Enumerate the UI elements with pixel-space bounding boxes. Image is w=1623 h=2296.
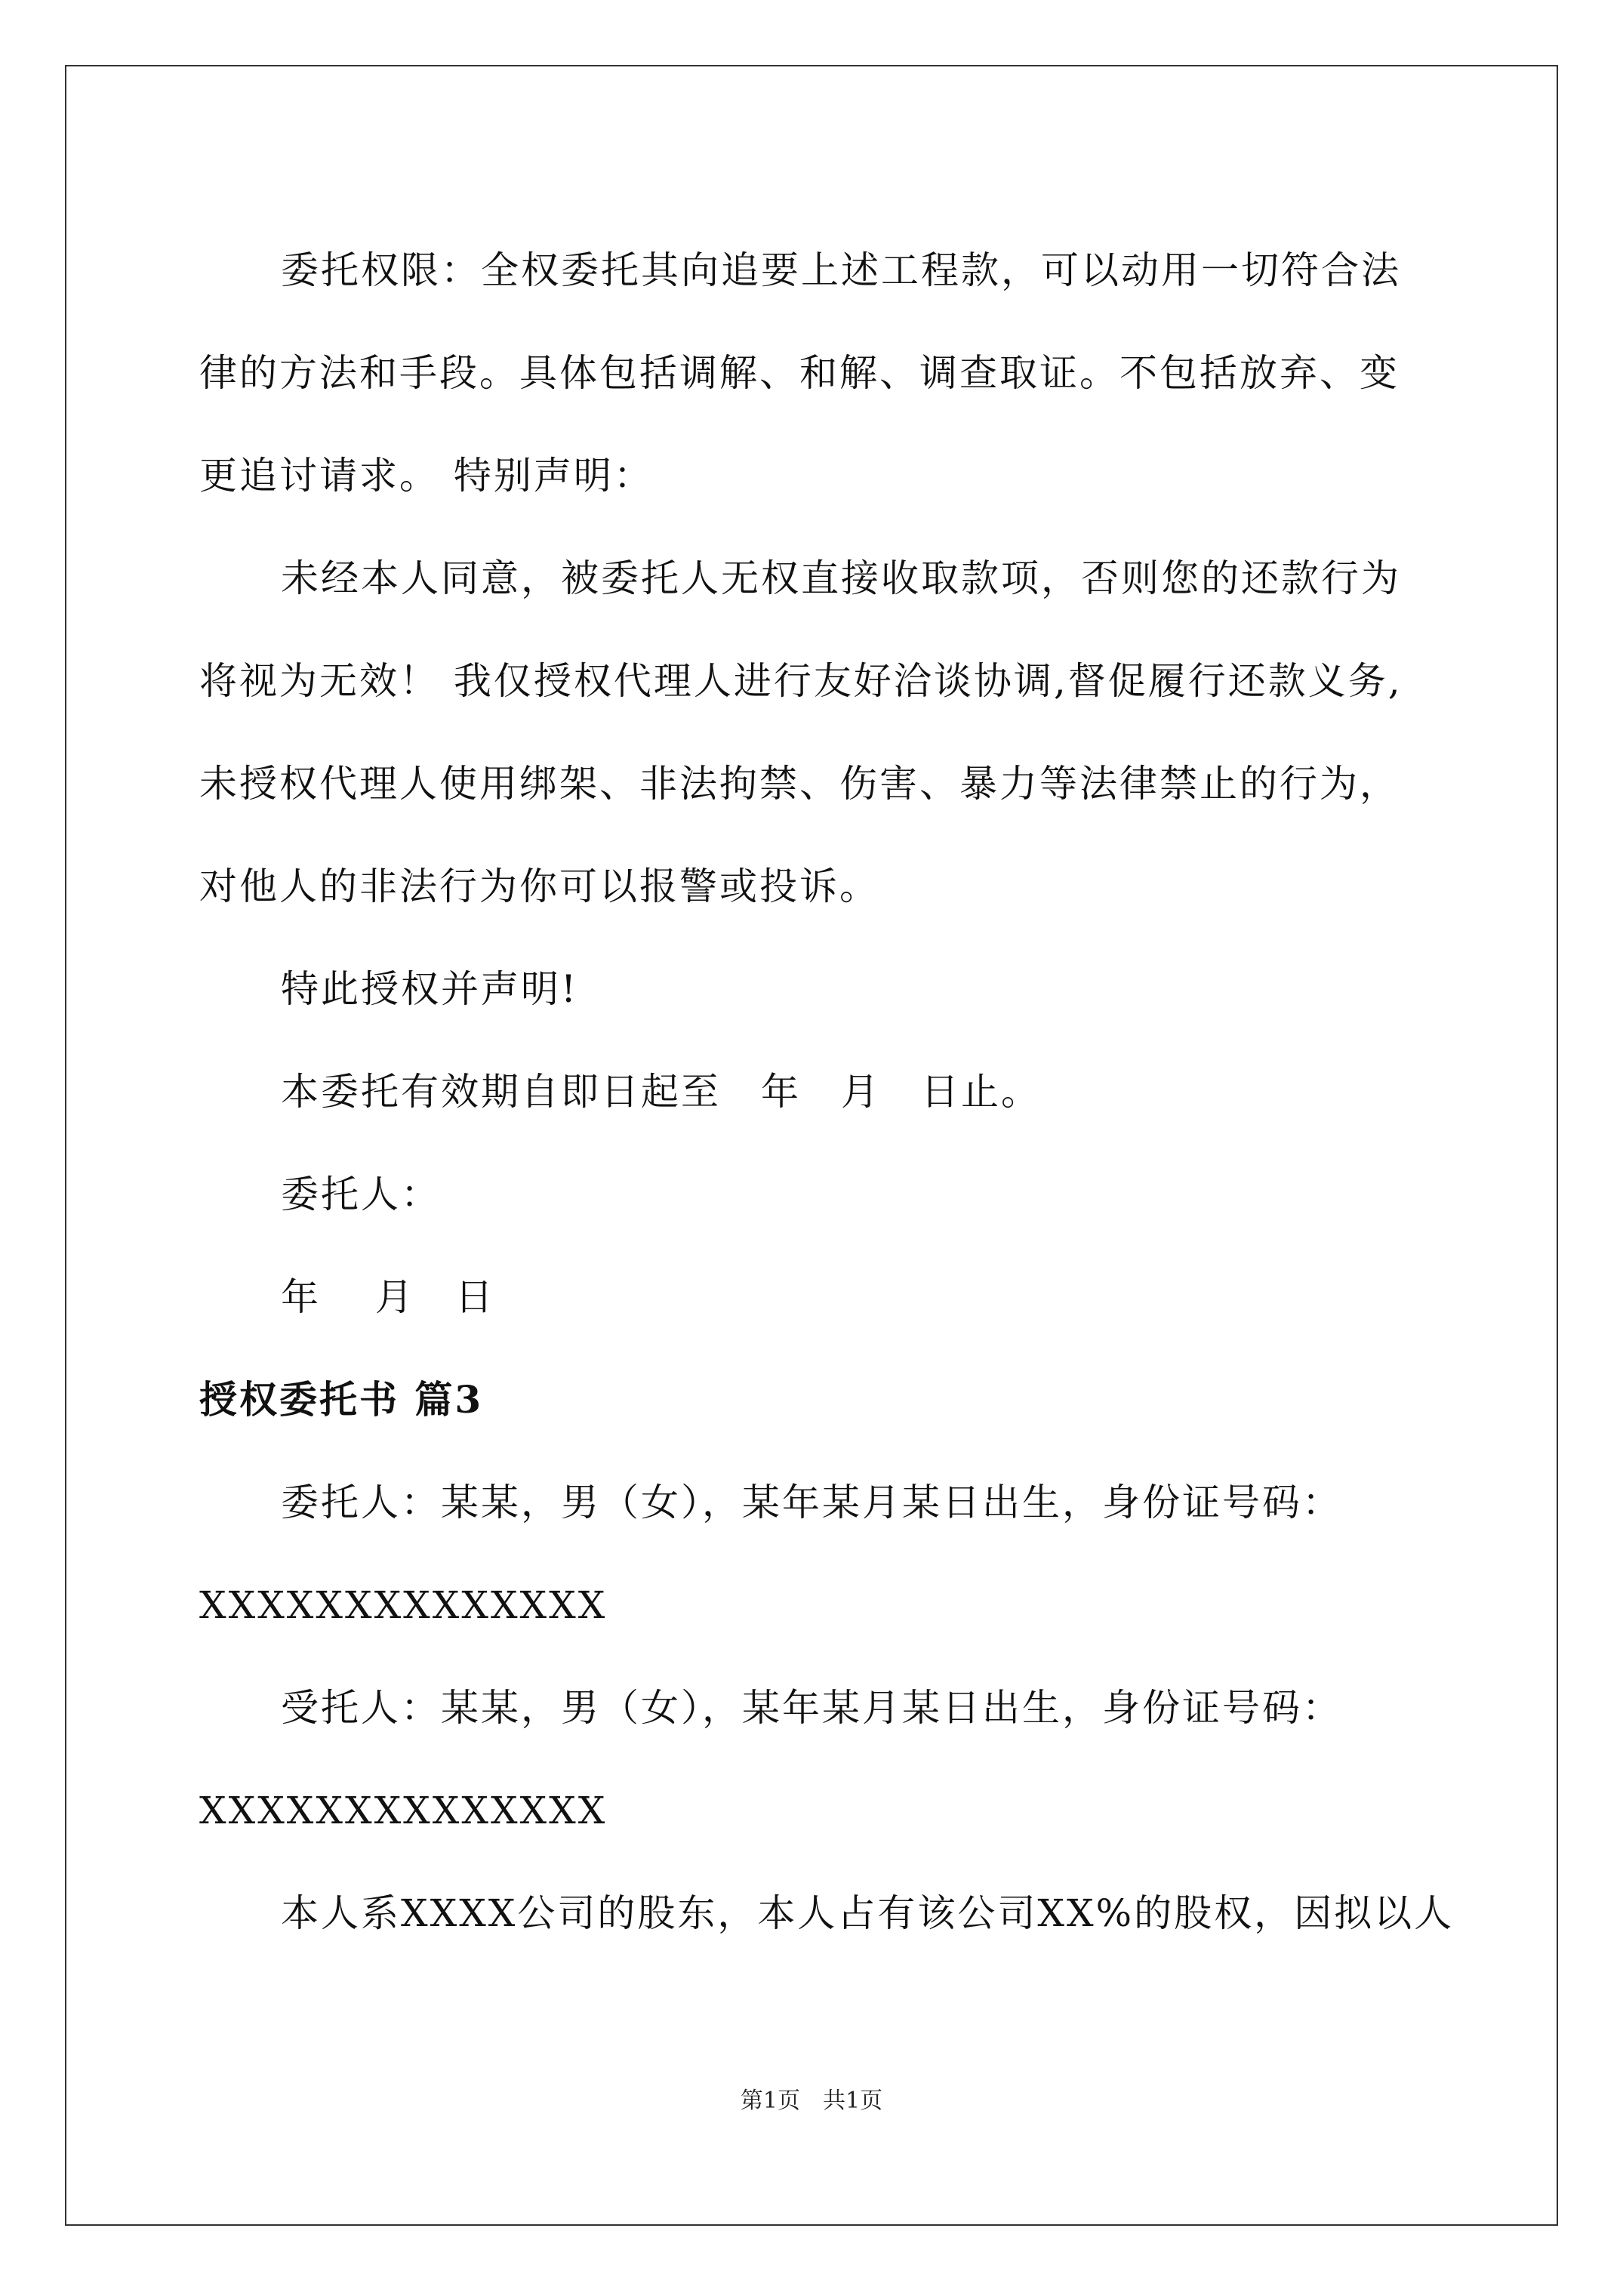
document-body [199,219,1455,1965]
principal-id-number: XXXXXXXXXXXXXX [199,1583,608,1627]
paragraph-line: 更追讨请求。 特别声明： [199,454,654,498]
paragraph-line: 律的方法和手段。具体包括调解、和解、调查取证。不包括放弃、变 [199,351,1400,395]
paragraph-line: 本人系XXXX公司的股东，本人占有该公司XX%的股权，因拟以人 [281,1891,1455,1935]
principal-line: 委托人：某某，男（女），某年某月某日出生，身份证号码： [281,1481,1342,1524]
paragraph-line: 特此授权并声明! [281,967,579,1011]
validity-line: 本委托有效期自即日起至 年 月 日止。 [281,1070,1041,1114]
paragraph-line: 未经本人同意，被委托人无权直接收取款项，否则您的还款行为 [281,556,1401,600]
paragraph-line: 未授权代理人使用绑架、非法拘禁、伤害、暴力等法律禁止的行为， [199,762,1400,806]
agent-line: 受托人：某某，男（女），某年某月某日出生，身份证号码： [281,1686,1342,1730]
date-line: 年 月 日 [281,1275,495,1319]
principal-signature-line: 委托人： [281,1173,441,1216]
section-title: 授权委托书 篇3 [199,1377,484,1422]
paragraph-line: 将视为无效！ 我仅授权代理人进行友好洽谈协调,督促履行还款义务, [199,659,1403,703]
paragraph-line: 委托权限：全权委托其向追要上述工程款，可以动用一切符合法 [281,248,1401,292]
agent-id-number: XXXXXXXXXXXXXX [199,1789,608,1832]
paragraph-line: 对他人的非法行为你可以报警或投诉。 [199,864,879,908]
page-footer: 第1页 共1页 [740,2088,883,2114]
